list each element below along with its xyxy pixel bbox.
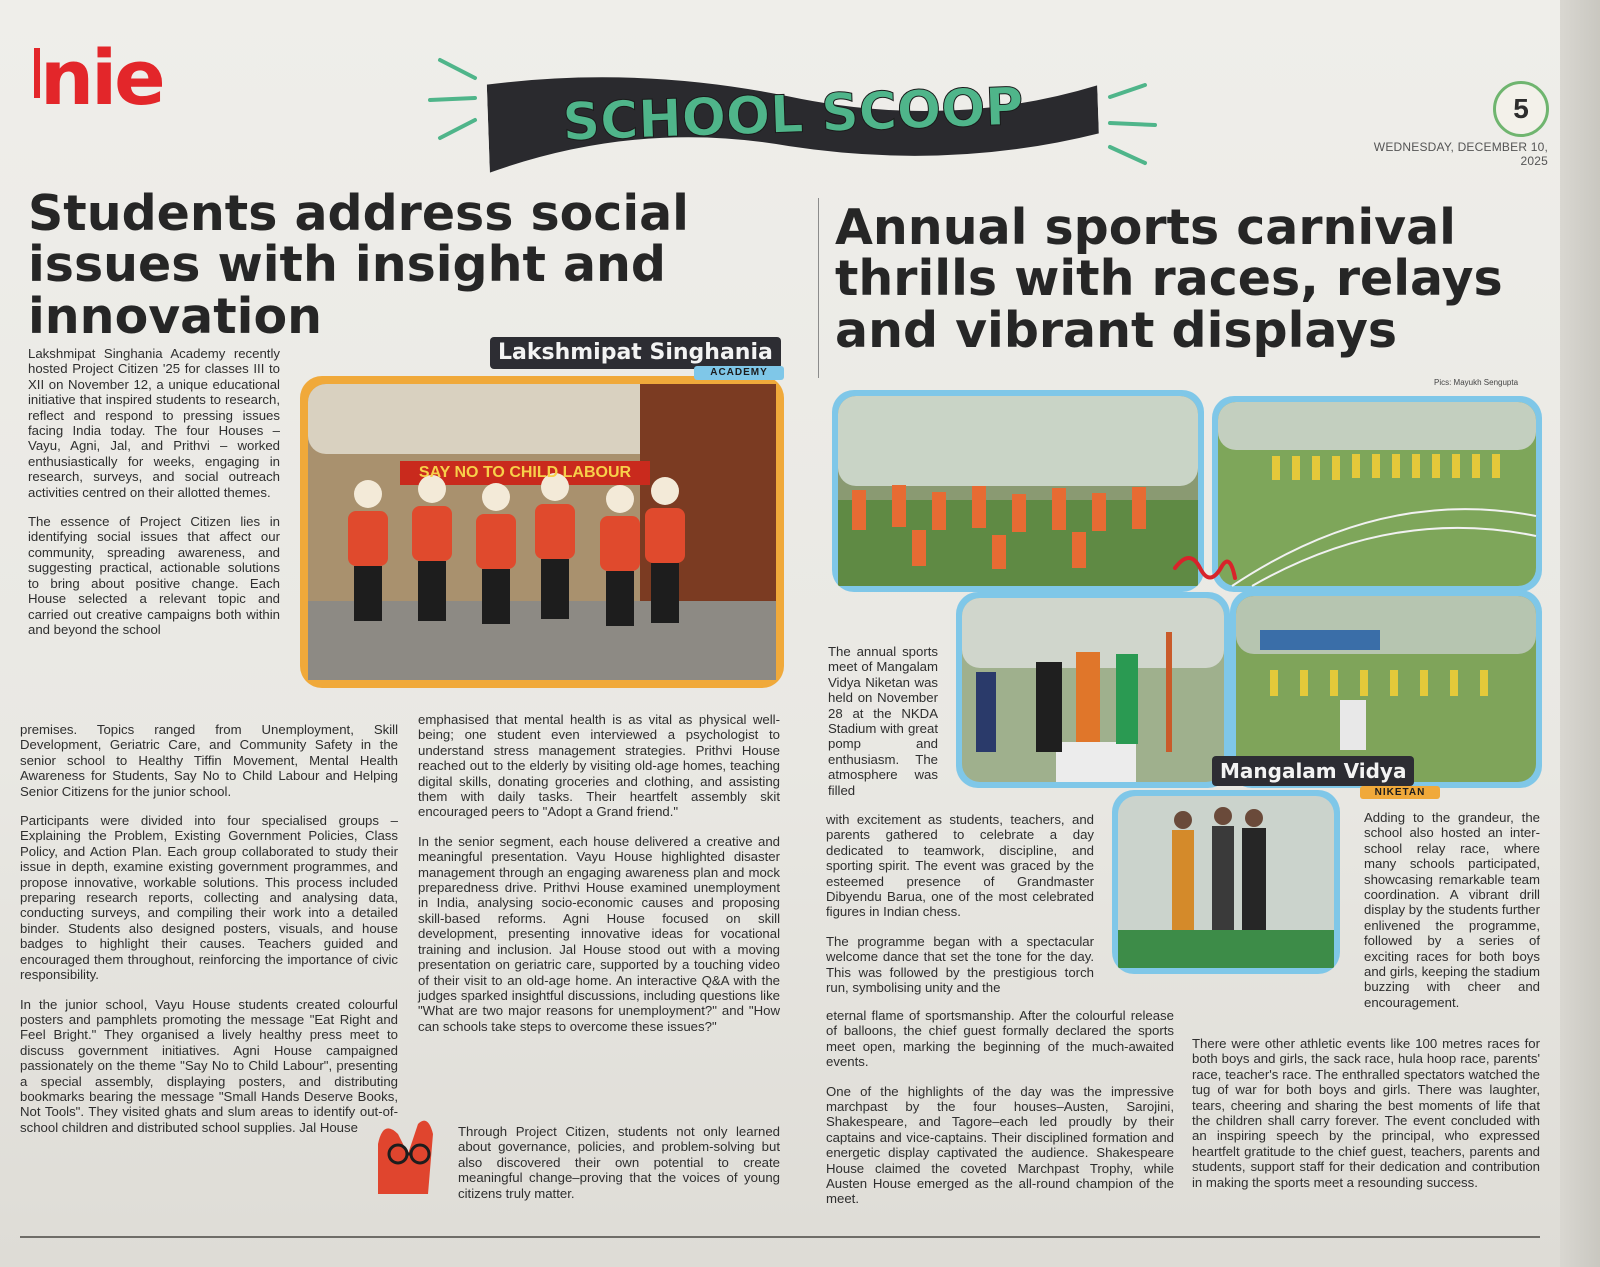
paragraph: eternal flame of sportsmanship. After the colourful release of balloons, the chief guest formally declared the sports meet open, marking the beginning of the much-awaited events.: [826, 1008, 1174, 1070]
paragraph: Through Project Citizen, students not only learned about governance, policies, and problem-solving but also discovered their own potential to create meaningful change–proving that the voices of young citizens truly matter.: [458, 1124, 780, 1201]
dance-illustration: [832, 390, 1204, 592]
photo-credit: Pics: Mayukh Sengupta: [1434, 378, 1519, 387]
right-col-a-wide: [826, 1008, 1174, 1221]
dateline: WEDNESDAY, DECEMBER 10, 2025: [1373, 140, 1548, 168]
chief-guest-photo: [1112, 790, 1340, 974]
section-title: SCHOOL SCOOP: [561, 76, 1025, 154]
paragraph: with excitement as students, teachers, and parents gathered to celebrate a day dedicated to teamwork, discipline, and sporting spirit. The event was graced by the esteemed presence of Grandmaster Dibyendu Barua, one of the most celebrated figures in Indian chess.: [826, 812, 1094, 920]
podium-illustration: [956, 592, 1230, 788]
right-col-a: [826, 812, 1094, 1009]
marchpast-photo: [1212, 396, 1542, 592]
paragraph: One of the highlights of the day was the impressive marchpast by the four houses–Austen, Sarojini, Shakespeare, and Tagore–each led proudly by their captains and vice-captains. Their disciplined formation and energetic display captivated the audience. Shakespeare House claimed the coveted Marchpast Trophy, while Austen House emerged as the all-round champion of the meet.: [826, 1083, 1174, 1207]
paragraph: premises. Topics ranged from Unemployment, Skill Development, Geriatric Care, and Community Safety in the senior school to Healthy Tiffin Movement, Mental Health Awareness for Students, Say No to Child Labour and Helping Senior Citizens for the junior school.: [20, 722, 398, 799]
left-headline: Students address social issues with insight and innovation: [28, 185, 689, 345]
photo-banner-text: SAY NO TO CHILD LABOUR: [418, 464, 632, 481]
nie-logo: nie: [40, 33, 163, 122]
school-tag-sub-academy: ACADEMY: [694, 366, 784, 380]
paragraph: There were other athletic events like 100 metres races for both boys and girls, the sack race, hula hoop race, parents' race, teacher's race. The enthralled spectators watched the tug of war for both boys and girls. There was laughter, tears, cheering and sharing the best moments of life that the children shall carry forever. The event concluded with an inspiring speech by the principal, who expressed heartfelt gratitude to the chief guest, teachers, parents and students, support staff for their dedication and contribution in making the sports meet a resounding success.: [1192, 1036, 1540, 1190]
paragraph: The programme began with a spectacular welcome dance that set the tone for the day. This was followed by the prestigious torch run, symbolising unity and the: [826, 933, 1094, 996]
paragraph: In the junior school, Vayu House students created colourful posters and pamphlets promoting the message "Eat Right and Feel Bright." They organised a lively healthy press meet to discuss government initiatives. Agni House campaigned passionately on the theme "Say No to Child Labour", presenting a special assembly, displaying posters, and distributing bookmarks bearing the message "Small Hands Deserve Books, Not Tools". They visited ghats and slum areas to identify out-of-school children and distributed school supplies. Jal House: [20, 996, 398, 1135]
right-rays-icon: [1100, 75, 1170, 175]
child-labour-photo: [300, 376, 784, 688]
school-scoop-banner: [487, 55, 1100, 172]
left-col2-end: [458, 1124, 780, 1215]
page-number: 5: [1493, 81, 1549, 137]
school-tag-lakshmipat: Lakshmipat Singhania: [490, 337, 781, 369]
dance-photo: [832, 390, 1204, 592]
paragraph: Adding to the grandeur, the school also hosted an inter-school relay race, where many schools participated, showcasing remarkable team coordination. A vibrant drill display by the students further enlivened the programme, followed by a series of exciting races for both boys and girls, keeping the stadium buzzing with cheer and encouragement.: [1364, 810, 1540, 1010]
left-col2: [418, 712, 780, 1048]
paragraph: In the senior segment, each house delivered a creative and meaningful presentation. Vayu House highlighted disaster management through an engaging awareness plan and mock preparedness drive. Prithvi House examined unemployment in India, analysing socio-economic causes and proposing skill-based reforms. Agni House focused on skill development, presenting innovative ideas for vocational training and inclusion. Jal House stood out with a moving presentation on geriatric care, supported by a touching video of their visit to an old-age home. An interactive Q&A with the judges sparked insightful discussions, including questions like "What are two major reasons for unemployment?" and "How can schools take steps to overcome these issues?": [418, 833, 780, 1034]
right-headline: Annual sports carnival thrills with races, relays and vibrant displays: [835, 199, 1503, 359]
right-col-b-top: [1364, 810, 1540, 1024]
page-edge: [1560, 0, 1600, 1267]
school-tag-mangalam: Mangalam Vidya: [1212, 756, 1414, 786]
chief-guest-illustration: [1112, 790, 1340, 974]
left-col1-top: [28, 346, 280, 651]
paragraph: The essence of Project Citizen lies in identifying social issues that affect our community, spreading awareness, and suggesting practical, actionable solutions to bring about positive change. Each House selected a relevant topic and carried out creative campaigns both within and beyond the school: [28, 514, 280, 637]
paragraph: emphasised that mental health is as vital as physical well-being; one student even interviewed a psychologist to understand stress management strategies. Prithvi House reached out to the elderly by visiting old-age homes, teaching digital skills, donating groceries and clothing, and assisting them with daily tasks. Their heartfelt assembly skit encouraged peers to "Adopt a Grand friend.": [418, 712, 780, 820]
hands-glasses-icon: [368, 1114, 448, 1204]
paragraph: The annual sports meet of Mangalam Vidya Niketan was held on November 28 at the NKDA Stadium with great pomp and enthusiasm. The atmosphere was filled: [828, 644, 938, 798]
podium-photo: [956, 592, 1230, 788]
squiggle-icon: [1170, 548, 1240, 598]
right-col-a-top: [828, 644, 938, 812]
left-rays-icon: [420, 50, 490, 150]
paragraph: Participants were divided into four specialised groups – Explaining the Problem, Existing Government Policies, Class Policy, and Action Plan. Each group collaborated to study their issue in depth, examine existing government programmes, and propose innovative, workable solutions. This process included preparing research reports, collecting and analysing data, conducting surveys, and compiling their work into a detailed binder. Students also designed posters, visuals, and house badges to highlight their causes. Teachers guided and encouraged them throughout, reinforcing the importance of civic responsibility.: [20, 813, 398, 983]
photo-illustration: [300, 376, 784, 688]
left-col1-bottom: [20, 722, 398, 1149]
school-tag-sub-niketan: NIKETAN: [1360, 786, 1440, 799]
bottom-rule: [20, 1236, 1540, 1238]
column-divider: [818, 198, 819, 378]
marchpast-illustration: [1212, 396, 1542, 592]
right-col-b: [1192, 1036, 1540, 1204]
paragraph: Lakshmipat Singhania Academy recently hosted Project Citizen '25 for classes III to XII on November 12, a unique educational initiative that inspired students to research, reflect and respond to pressing issues facing India today. The four Houses – Vayu, Agni, Jal, and Prithvi – worked enthusiastically for weeks, engaging in research, surveys, and social outreach activities centred on their allotted themes.: [28, 346, 280, 500]
